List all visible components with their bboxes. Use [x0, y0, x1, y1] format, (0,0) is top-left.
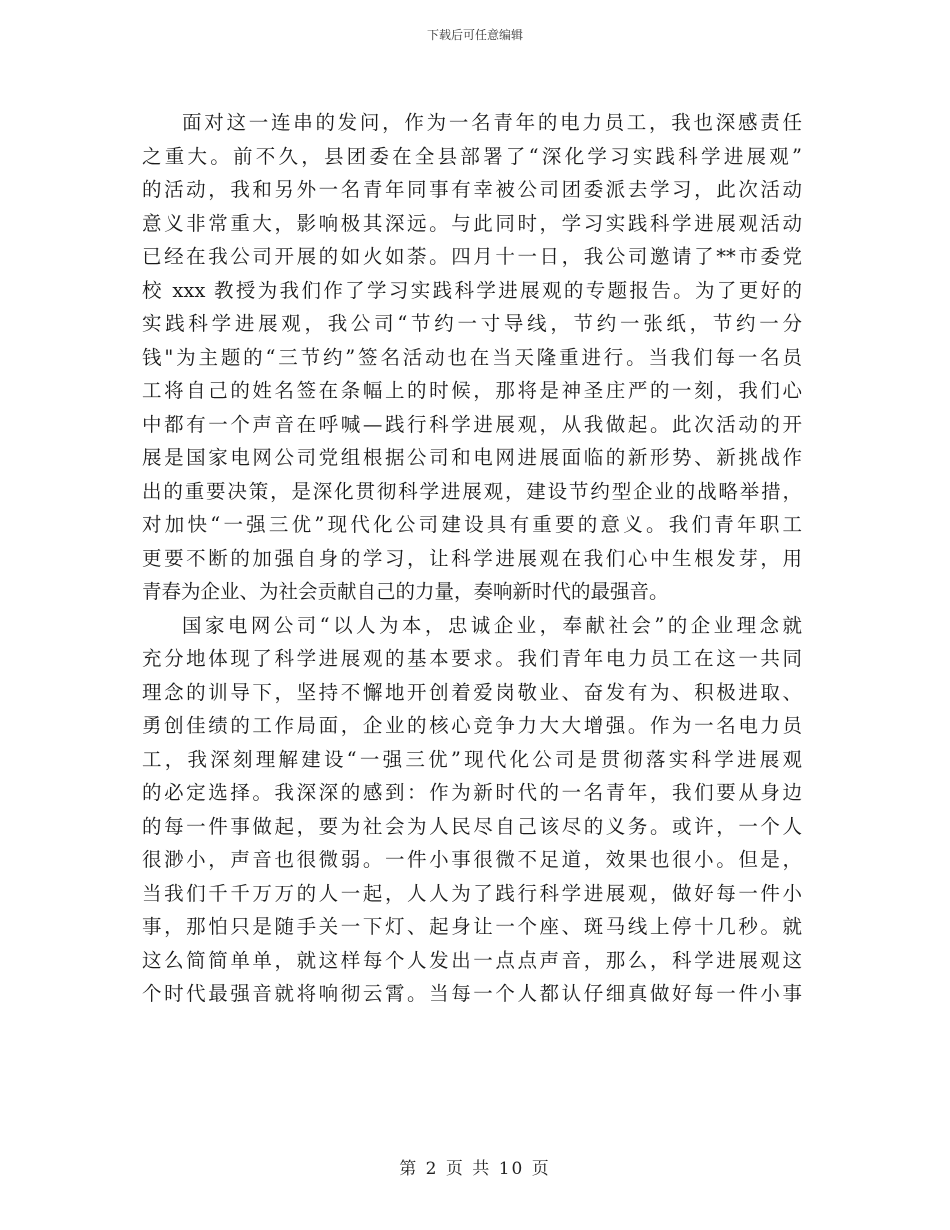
- paragraph: [142, 609, 802, 1011]
- text-line: 理念的训导下，坚持不懈地开创着爱岗敬业、奋发有为、积极进取、: [142, 680, 802, 704]
- text-line: 的必定选择。我深深的感到：作为新时代的一名青年，我们要从身边: [142, 781, 802, 804]
- text-line: 的活动，我和另外一名青年同事有幸被公司团委派去学习，此次活动: [142, 178, 802, 201]
- page-header: 下载后可任意编辑: [426, 28, 523, 42]
- text-line: 工，我深刻理解建设“一强三优”现代化公司是贯彻落实科学进展观: [142, 747, 802, 771]
- text-line: 实践科学进展观，我公司“节约一寸导线，节约一张纸，节约一分: [142, 312, 802, 335]
- text-line: 更要不断的加强自身的学习，让科学进展观在我们心中生根发芽，用: [142, 546, 802, 570]
- text-line: 面对这一连串的发问，作为一名青年的电力员工，我也深感责任: [182, 111, 802, 134]
- text-line: 青春为企业、为社会贡献自己的力量，奏响新时代的最强音。: [142, 580, 669, 603]
- page-number-footer: 第 2 页 共 10 页: [399, 1159, 551, 1179]
- paragraph: [142, 106, 802, 609]
- text-line: 对加快“一强三优”现代化公司建设具有重要的意义。我们青年职工: [142, 513, 802, 536]
- text-line: 展是国家电网公司党组根据公司和电网进展面临的新形势、新挑战作: [142, 446, 802, 469]
- text-line: 已经在我公司开展的如火如荼。四月十一日，我公司邀请了**市委党: [142, 245, 802, 268]
- text-line: 工将自己的姓名签在条幅上的时候，那将是神圣庄严的一刻，我们心: [142, 379, 802, 402]
- text-line: 这么简简单单，就这样每个人发出一点点声音，那么，科学进展观这: [142, 948, 802, 972]
- text-line: 很渺小，声音也很微弱。一件小事很微不足道，效果也很小。但是，: [142, 848, 802, 871]
- text-line: 之重大。前不久，县团委在全县部署了“深化学习实践科学进展观”: [142, 144, 802, 168]
- text-line: 勇创佳绩的工作局面，企业的核心竞争力大大增强。作为一名电力员: [142, 714, 802, 737]
- text-line: 出的重要决策，是深化贯彻科学进展观，建设节约型企业的战略举措，: [142, 479, 802, 503]
- text-line: 校 xxx 教授为我们作了学习实践科学进展观的专题报告。为了更好的: [142, 278, 802, 302]
- text-line: 的每一件事做起，要为社会为人民尽自己该尽的义务。或许，一个人: [142, 814, 802, 838]
- text-line: 个时代最强音就将响彻云霄。当每一个人都认仔细真做好每一件小事: [142, 982, 802, 1005]
- text-line: 中都有一个声音在呼喊—践行科学进展观，从我做起。此次活动的开: [142, 412, 802, 436]
- text-line: 国家电网公司“以人为本，忠诚企业，奉献社会”的企业理念就: [182, 613, 802, 637]
- text-line: 事，那怕只是随手关一下灯、起身让一个座、斑马线上停十几秒。就: [142, 915, 802, 938]
- text-line: 充分地体现了科学进展观的基本要求。我们青年电力员工在这一共同: [142, 647, 802, 670]
- document-body: [142, 106, 802, 1011]
- text-line: 当我们千千万万的人一起，人人为了践行科学进展观，做好每一件小: [142, 881, 802, 905]
- text-line: 钱"为主题的“三节约”签名活动也在当天隆重进行。当我们每一名员: [142, 345, 802, 369]
- text-line: 意义非常重大，影响极其深远。与此同时，学习实践科学进展观活动: [142, 211, 802, 235]
